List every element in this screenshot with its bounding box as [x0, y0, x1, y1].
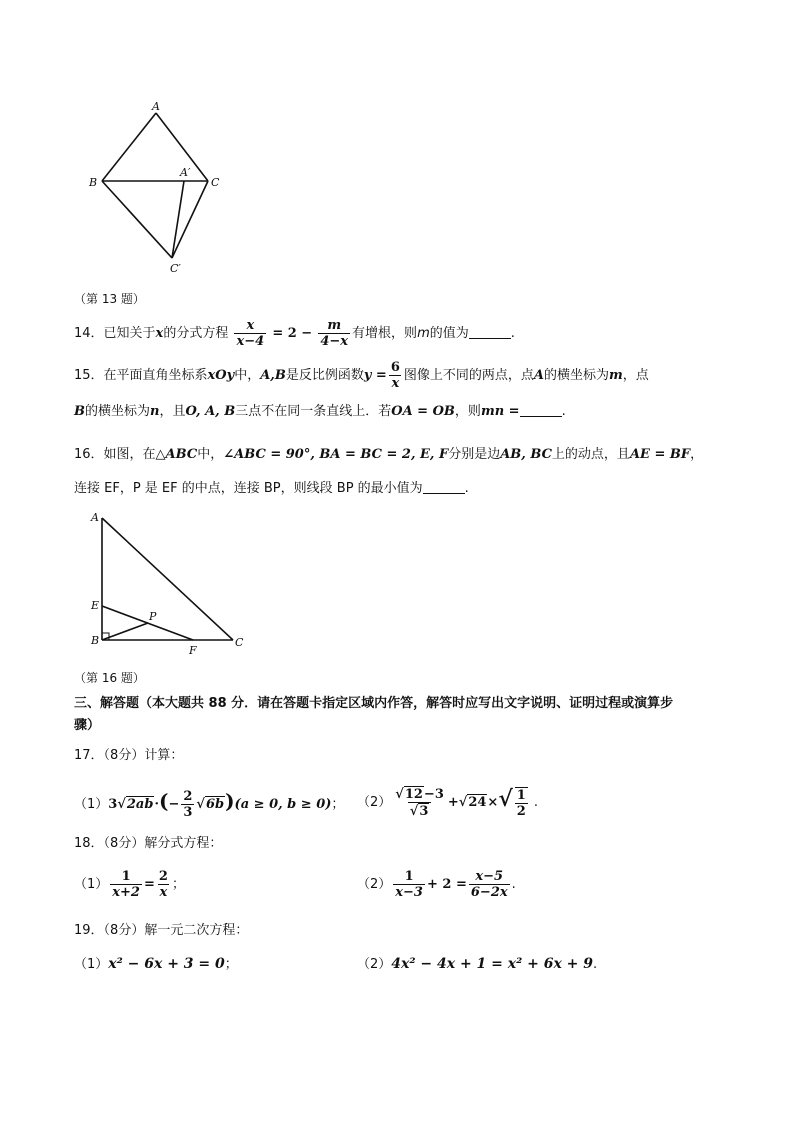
question-16-line-2: 连接 EF，P 是 EF 的中点，连接 BP，则线段 BP 的最小值为 . [74, 481, 469, 496]
section-3-heading-cont: 骤） [74, 718, 101, 733]
fraction-1-over-2: $\frac{1}{2}$ [516, 787, 526, 819]
label-e: E [91, 599, 100, 612]
question-14: 14．已知关于x的分式方程 $\frac{x}{x-4}$ = 2 − $\frac{m}{4-x}$ 有增根，则m的值为 . [74, 318, 515, 349]
fraction-m-over-4-x: $\frac{m}{4-x}$ [320, 318, 349, 349]
label-b: B [89, 176, 98, 189]
label-a: A [152, 100, 160, 113]
section-3-heading: 三、解答题（本大题共 88 分．请在答题卡指定区域内作答，解答时应写出文字说明、证明过程或演算步 [74, 696, 674, 711]
segment-ab [102, 113, 156, 181]
fraction-1-over-x-minus-3: $\frac{1}{x-3}$ [395, 869, 423, 900]
fraction-1-over-x-plus-2: $\frac{1}{x+2}$ [112, 869, 140, 900]
question-18-part-1: （1） $\frac{1}{x+2}$ = $\frac{2}{x}$ ； [74, 869, 185, 900]
label-p: P [149, 610, 157, 623]
fraction-sqrt12-minus-3-over-sqrt3: $\frac{√12-3}{√3}$ [395, 787, 444, 819]
answer-blank-15[interactable] [520, 403, 562, 417]
figure-16-caption: （第 16 题） [74, 671, 145, 685]
fraction-x-5-over-6-2x: $\frac{x-5}{6-2x}$ [470, 869, 508, 900]
question-18-part-2: （2） $\frac{1}{x-3}$ + 2 = $\frac{x-5}{6-2x}$ . [357, 869, 516, 900]
question-19-part-2: （2）4x² − 4x + 1 = x² + 6x + 9. [357, 956, 598, 972]
question-18-title: 18．（8分）解分式方程： [74, 836, 223, 851]
label-a: A [91, 511, 99, 524]
label-a-prime: A′ [180, 166, 191, 179]
segment-bc-prime [102, 181, 172, 258]
question-16-line-1: 16．如图，在△ABC中，∠ABC = 90°, BA = BC = 2, E, F分别是边AB, BC上的动点，且AE = BF， [74, 447, 704, 462]
question-19-title: 19．（8分）解一元二次方程： [74, 923, 249, 938]
fraction-6-over-x: $\frac{6}{x}$ [390, 360, 400, 391]
question-17-title: 17．（8分）计算： [74, 748, 184, 763]
question-17-part-1: （1）3√2ab·(− $\frac{2}{3}$ √6b)(a ≥ 0, b ≥ 0)； [74, 789, 345, 820]
figure-13-caption: （第 13 题） [74, 292, 145, 306]
segment-ac [102, 518, 233, 640]
answer-blank-16[interactable] [423, 480, 465, 494]
answer-blank-14[interactable] [469, 325, 511, 339]
fraction-x-over-x-4: $\frac{x}{x-4}$ [236, 318, 265, 349]
question-19-part-1: （1）x² − 6x + 3 = 0； [74, 956, 238, 972]
label-c: C [211, 176, 220, 189]
fraction-2-over-3: $\frac{2}{3}$ [183, 789, 193, 820]
label-c: C [235, 636, 244, 649]
figure-13 [80, 100, 230, 280]
fraction-2-over-x: $\frac{2}{x}$ [158, 869, 168, 900]
question-15-line-1: 15．在平面直角坐标系xOy中，A,B是反比例函数y = $\frac{6}{x}$ 图像上不同的两点，点A的横坐标为m，点 [74, 360, 649, 391]
figure-16 [85, 508, 255, 658]
label-c-prime: C′ [170, 262, 181, 275]
question-17-part-2: （2） $\frac{√12-3}{√3}$ +√24×√ $\frac{1}{2}$ . [357, 786, 538, 819]
question-15-line-2: B的横坐标为n，且O, A, B三点不在同一条直线上．若OA = OB，则mn = . [74, 404, 566, 419]
label-f: F [189, 644, 197, 657]
label-b: B [91, 634, 100, 647]
